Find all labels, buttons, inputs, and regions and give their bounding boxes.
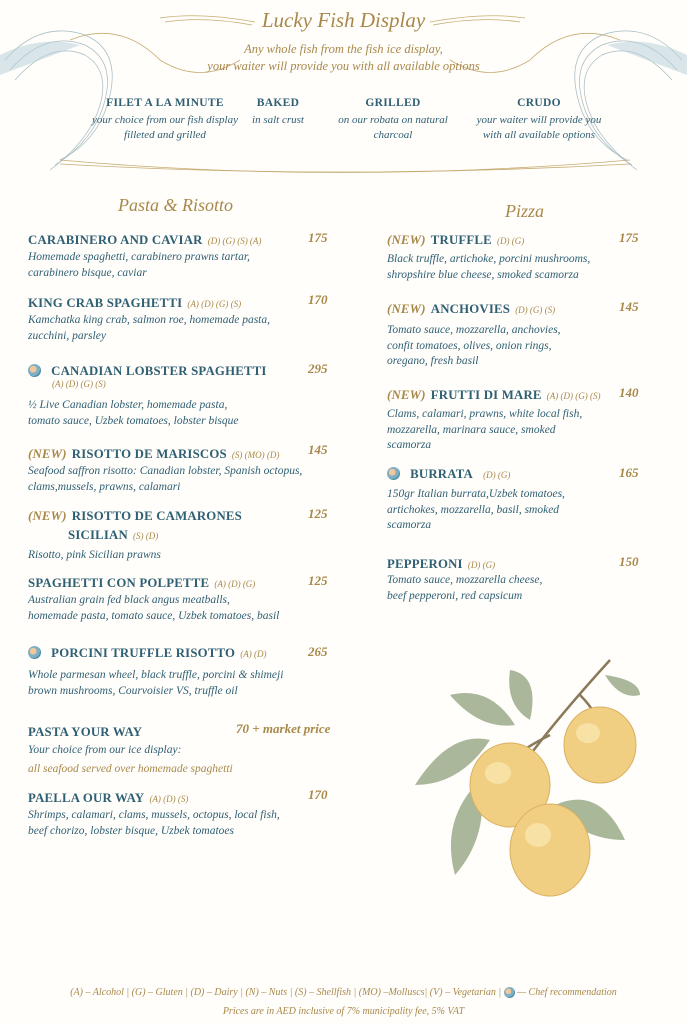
- item-desc: scamorza: [387, 519, 432, 531]
- item-desc: Australian grain fed black angus meatballs,: [28, 594, 230, 606]
- menu-item: [387, 553, 627, 604]
- item-desc: homemade pasta, tomato sauce, Uzbek tomatoes, basil: [28, 609, 280, 622]
- menu-item: [28, 443, 338, 495]
- menu-item: [28, 360, 338, 429]
- option-crudo: [466, 97, 612, 143]
- item-desc: Black truffle, artichoke, porcini mushrooms,: [387, 253, 591, 265]
- item-desc: Seafood saffron risotto: Canadian lobster, Spanish octopus,: [28, 465, 303, 477]
- item-name: TRUFFLE: [430, 233, 492, 247]
- item-price: 125: [308, 573, 328, 588]
- option-title: CRUDO: [517, 97, 561, 109]
- option-baked: [228, 97, 328, 128]
- item-desc: scamorza: [387, 439, 432, 451]
- item-price: 165: [619, 465, 639, 480]
- item-desc: carabinero bisque, caviar: [28, 266, 147, 279]
- item-desc: shropshire blue cheese, smoked scamorza: [387, 268, 579, 281]
- new-badge: (NEW): [387, 302, 426, 316]
- item-name: KING CRAB SPAGHETTI: [28, 296, 183, 310]
- item-allergens: (A) (D) (S): [149, 794, 189, 804]
- item-desc: Clams, calamari, prawns, white local fish,: [387, 408, 583, 420]
- item-allergens: (D) (G) (S) (A): [207, 236, 262, 246]
- option-desc: with all available options: [482, 129, 596, 141]
- price-note: Prices are in AED inclusive of 7% municipality fee, 5% VAT: [222, 1006, 465, 1017]
- menu-item: [28, 642, 348, 699]
- item-price: 150: [619, 554, 639, 569]
- menu-item: [387, 298, 627, 370]
- option-desc: on our robata on natural: [338, 114, 448, 126]
- section-heading-pizza: Pizza: [505, 201, 545, 221]
- item-allergens: (S) (MO) (D): [231, 450, 280, 460]
- menu-item: [28, 787, 348, 839]
- option-title: BAKED: [256, 97, 300, 109]
- item-desc: Homemade spaghetti, carabinero prawns tartar,: [28, 251, 250, 263]
- item-desc: beef chorizo, lobster bisque, Uzbek tomatoes: [28, 824, 235, 837]
- option-desc: filleted and grilled: [124, 129, 206, 141]
- item-price: 175: [308, 230, 328, 245]
- item-desc: clams,mussels, prawns, calamari: [28, 480, 181, 493]
- new-badge: (NEW): [28, 509, 67, 523]
- chef-recommendation-icon: [504, 987, 515, 998]
- item-price: 140: [619, 385, 639, 400]
- item-name: PORCINI TRUFFLE RISOTTO: [51, 646, 236, 660]
- item-name: CANADIAN LOBSTER SPAGHETTI: [51, 364, 267, 378]
- item-allergens: (D) (G): [483, 470, 511, 480]
- item-price: 125: [308, 506, 328, 521]
- item-price: 170: [308, 292, 328, 307]
- header-subtitle: [0, 41, 687, 75]
- item-desc: Tomato sauce, mozzarella, anchovies,: [387, 324, 561, 336]
- item-name: RISOTTO DE CAMARONES: [71, 509, 242, 523]
- item-name: PEPPERONI: [387, 557, 463, 571]
- menu-item: [387, 229, 627, 283]
- item-desc: Risotto, pink Sicilian prawns: [28, 549, 161, 561]
- item-desc: confit tomatoes, olives, onion rings,: [387, 339, 552, 352]
- item-price: 170: [308, 787, 328, 802]
- item-name: PASTA YOUR WAY: [28, 725, 143, 739]
- option-desc: in salt crust: [252, 114, 304, 126]
- item-name: SICILIAN: [68, 528, 128, 542]
- item-name: CARABINERO AND CAVIAR: [28, 233, 203, 247]
- item-price: 295: [308, 361, 328, 376]
- item-desc: Shrimps, calamari, clams, mussels, octopus, local fish,: [28, 809, 280, 821]
- header-subtitle-line2: your waiter will provide you with all available options: [207, 59, 480, 73]
- item-allergens: (A) (D) (G) (S): [546, 391, 601, 401]
- option-grilled: [328, 97, 458, 143]
- option-title: GRILLED: [365, 97, 421, 109]
- menu-item: [28, 505, 338, 564]
- chef-recommendation-icon: [387, 467, 400, 480]
- header-subtitle-line1: Any whole fish from the fish ice display,: [244, 42, 443, 56]
- option-title: FILET A LA MINUTE: [106, 97, 224, 109]
- chef-recommendation-icon: [28, 364, 41, 377]
- chef-recommendation-icon: [28, 646, 41, 659]
- item-desc: artichokes, mozzarella, basil, smoked: [387, 503, 560, 516]
- menu-item: [387, 384, 627, 454]
- option-desc: your waiter will provide you: [476, 114, 602, 126]
- item-desc: Your choice from our ice display:: [28, 744, 182, 756]
- item-desc: 150gr Italian burrata,Uzbek tomatoes,: [387, 488, 565, 500]
- new-badge: (NEW): [28, 447, 67, 461]
- item-allergens: (S) (D): [133, 531, 159, 541]
- menu-item: [387, 463, 627, 534]
- item-name: ANCHOVIES: [430, 302, 511, 316]
- item-name: BURRATA: [410, 467, 473, 481]
- item-allergens: (A) (D) (G) (S): [52, 379, 106, 389]
- item-desc: ½ Live Canadian lobster, homemade pasta,: [28, 399, 228, 411]
- item-price: 265: [308, 644, 328, 659]
- menu-item: [28, 229, 338, 281]
- item-desc: brown mushrooms, Courvoisier VS, truffle oil: [28, 684, 238, 697]
- item-allergens: (A) (D) (G) (S): [187, 299, 242, 309]
- item-allergens: (D) (G) (S): [515, 305, 556, 315]
- menu-item: [28, 572, 348, 624]
- allergen-legend: [0, 987, 687, 998]
- item-desc: beef pepperoni, red capsicum: [387, 589, 523, 602]
- option-desc: your choice from our fish display: [92, 114, 238, 126]
- item-allergens: (D) (G): [497, 236, 525, 246]
- item-desc: all seafood served over homemade spaghetti: [28, 762, 233, 775]
- item-desc: Whole parmesan wheel, black truffle, porcini & shimeji: [28, 669, 284, 681]
- item-desc: mozzarella, marinara sauce, smoked: [387, 423, 556, 436]
- lemon-illustration: [410, 655, 650, 905]
- item-allergens: (A) (D): [240, 649, 267, 659]
- item-name: SPAGHETTI CON POLPETTE: [28, 576, 210, 590]
- item-desc: oregano, fresh basil: [387, 355, 479, 367]
- item-desc: zucchini, parsley: [28, 329, 106, 342]
- new-badge: (NEW): [387, 233, 426, 247]
- option-desc: charcoal: [373, 129, 413, 141]
- item-name: PAELLA OUR WAY: [28, 791, 145, 805]
- item-name: FRUTTI DI MARE: [430, 388, 542, 402]
- item-desc: tomato sauce, Uzbek tomatoes, lobster bisque: [28, 414, 239, 427]
- item-price: 145: [619, 299, 639, 314]
- section-heading-pasta: Pasta & Risotto: [118, 195, 234, 215]
- header-title: Lucky Fish Display: [261, 8, 426, 32]
- item-price: 145: [308, 442, 328, 457]
- new-badge: (NEW): [387, 388, 426, 402]
- allergen-legend-text: (A) – Alcohol | (G) – Gluten | (D) – Dairy | (N) – Nuts | (S) – Shellfish | (MO) –Molluscs| (V) – Vegetarian |: [70, 987, 502, 998]
- item-name: RISOTTO DE MARISCOS: [71, 447, 227, 461]
- item-allergens: (D) (G): [467, 560, 496, 570]
- item-price: 70 + market price: [236, 721, 331, 736]
- item-price: 175: [619, 230, 639, 245]
- menu-item: [28, 292, 338, 344]
- item-allergens: (A) (D) (G): [214, 579, 256, 589]
- chef-legend-text: — Chef recommendation: [517, 987, 617, 998]
- item-desc: Kamchatka king crab, salmon roe, homemade pasta,: [28, 314, 270, 326]
- item-desc: Tomato sauce, mozzarella cheese,: [387, 574, 543, 586]
